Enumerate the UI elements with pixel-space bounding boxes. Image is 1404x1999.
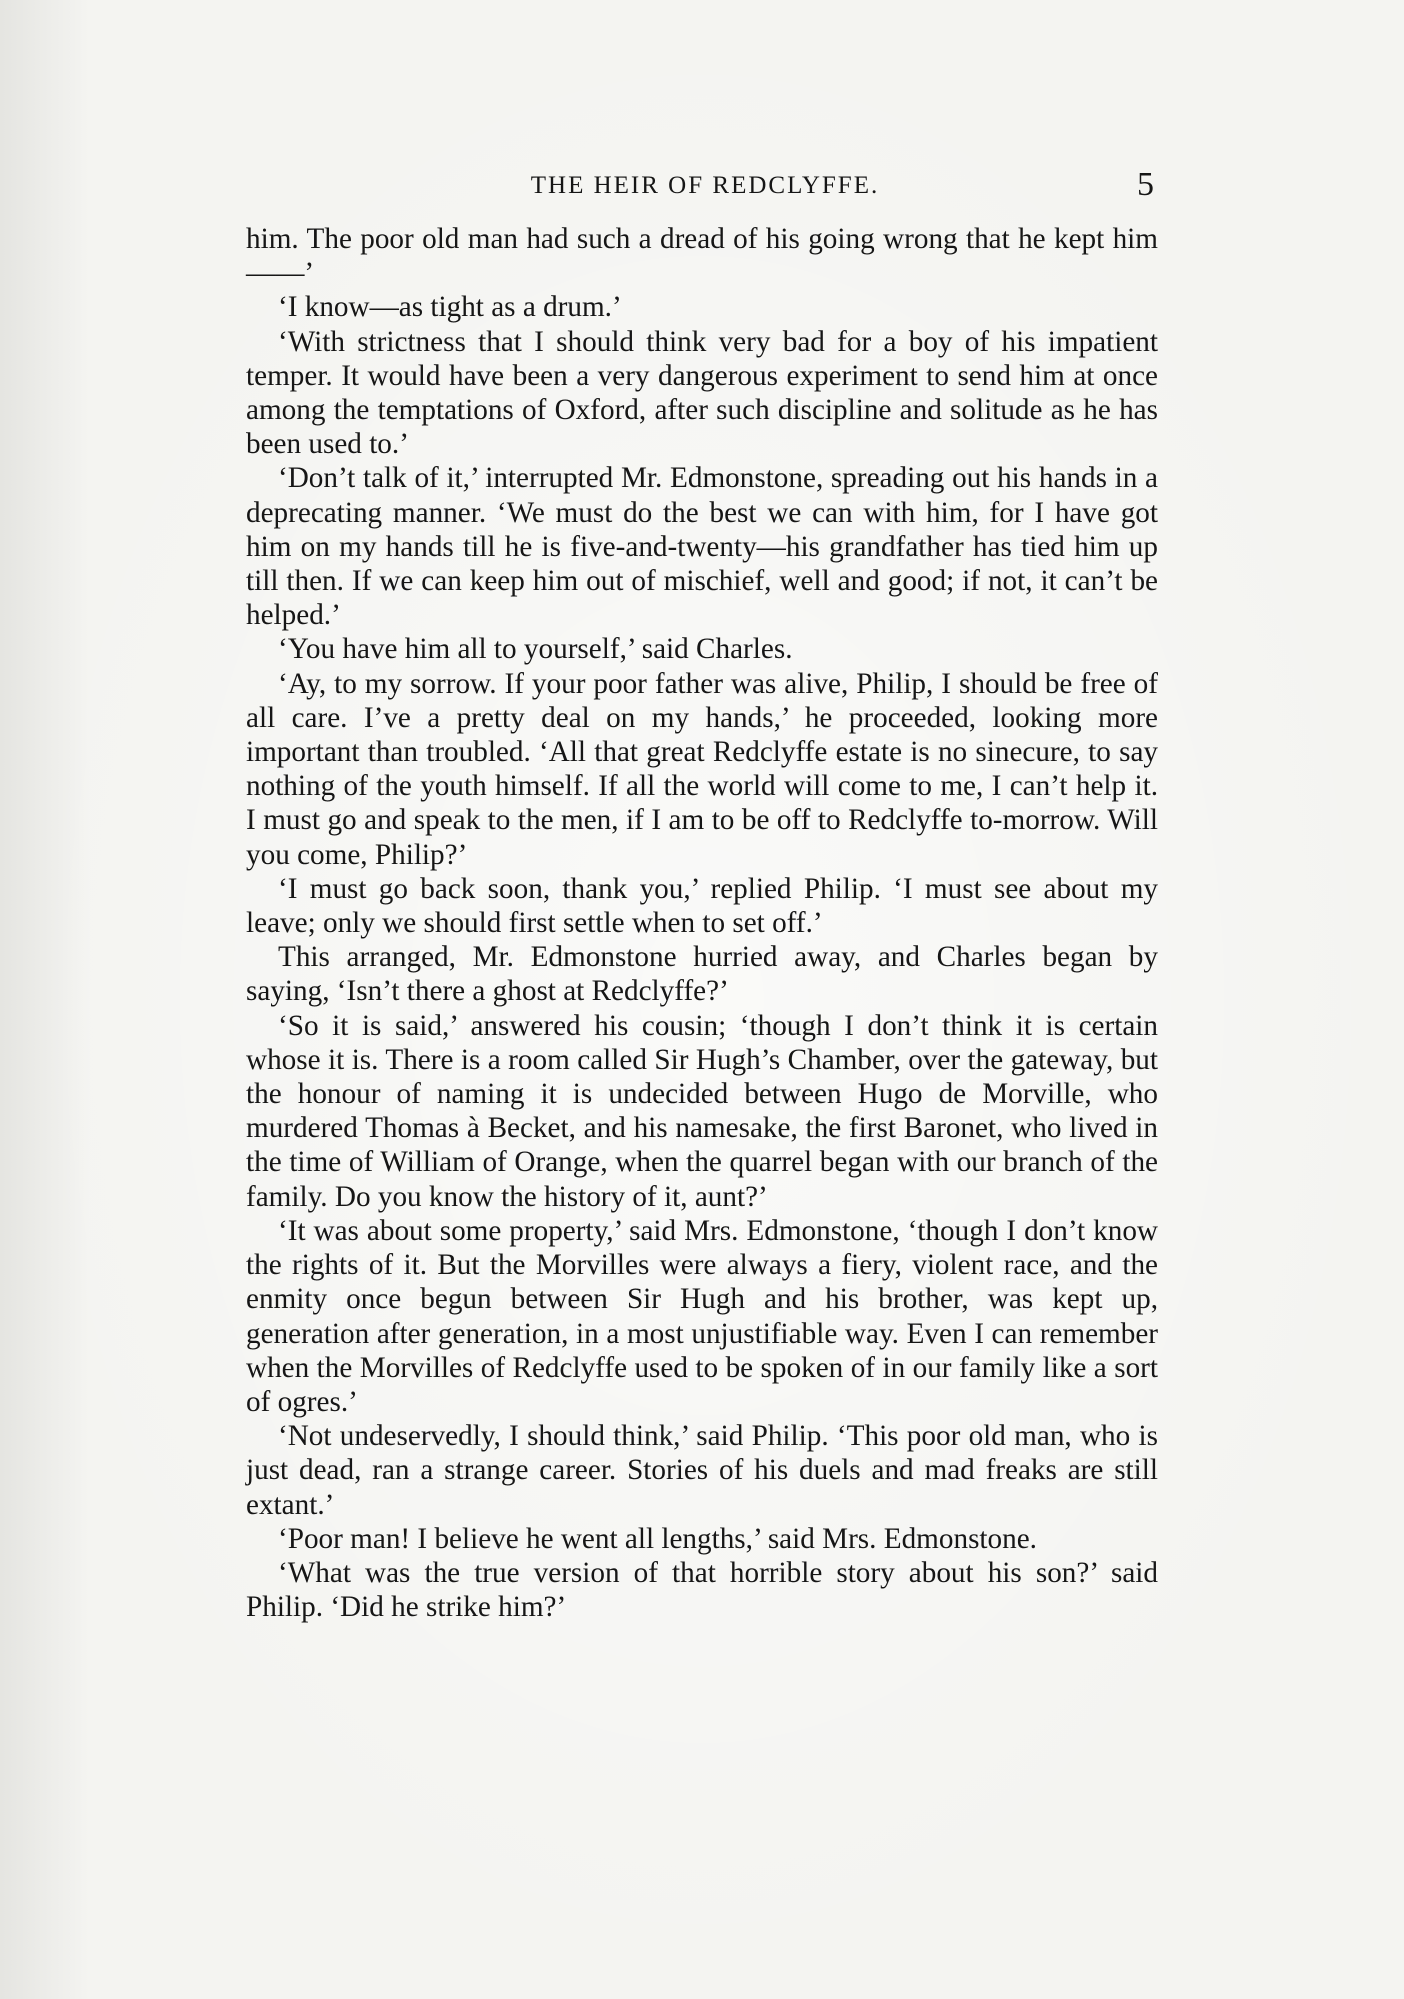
- paragraph: ‘I know—as tight as a drum.’: [278, 291, 622, 324]
- paragraph: This arranged, Mr. Edmonstone hurried away, and Charles began by saying, ‘Isn’t there a ghost at Redclyffe?’: [246, 941, 1158, 1008]
- paragraph: ‘Poor man! I believe he went all lengths,’ said Mrs. Edmonstone.: [278, 1522, 1037, 1555]
- running-head: THE HEIR OF REDCLYFFE.: [530, 172, 880, 199]
- paragraph: ‘It was about some property,’ said Mrs. Edmonstone, ‘though I don’t know the rights of it. But the Morvilles were always a fiery, violent race, and the enmity once begun between Sir Hugh and his brother, was kept up, generation after generation, in a most unjustifiable way. Even I can remember when the Morvilles of Redclyffe used to be spoken of in our family like a sort of ogres.’: [246, 1214, 1158, 1418]
- paragraph: ‘What was the true version of that horrible story about his son?’ said Philip. ‘Did he strike him?’: [246, 1556, 1158, 1624]
- paragraph: ‘Ay, to my sorrow. If your poor father was alive, Philip, I should be free of all care. I’ve a pretty deal on my hands,’ he proceeded, looking more important than troubled. ‘All that great Redclyffe estate is no sinecure, to say nothing of the youth himself. If all the world will come to me, I can’t help it. I must go and speak to the men, if I am to be off to Redclyffe to-morrow. Will you come, Philip?’: [246, 667, 1158, 871]
- paragraph: ‘With strictness that I should think very bad for a boy of his impatient temper. It would have been a very dangerous experiment to send him at once among the temptations of Oxford, after such discipline and solitude as he has been used to.’: [246, 325, 1158, 461]
- paragraph: ‘Not undeservedly, I should think,’ said Philip. ‘This poor old man, who is just dead, ran a strange career. Stories of his duels and mad freaks are still extant.’: [246, 1420, 1158, 1521]
- scan-edge-shadow: [0, 0, 90, 1999]
- paragraph: ‘You have him all to yourself,’ said Charles.: [278, 633, 793, 666]
- paragraph: ‘Don’t talk of it,’ interrupted Mr. Edmonstone, spreading out his hands in a deprecating manner. ‘We must do the best we can with him, for I have got him on my hands till he is five-and-twenty—his grandfather has tied him up till then. If we can keep him out of mischief, well and good; if not, it can’t be helped.’: [246, 462, 1158, 632]
- page-header: [250, 166, 1160, 210]
- body-text: [246, 222, 1158, 1624]
- paragraph: ‘I must go back soon, thank you,’ replied Philip. ‘I must see about my leave; only we should first settle when to set off.’: [246, 872, 1158, 940]
- paragraph: him. The poor old man had such a dread of his going wrong that he kept him——’: [246, 223, 1158, 290]
- paragraph: ‘So it is said,’ answered his cousin; ‘though I don’t think it is certain whose it is. There is a room called Sir Hugh’s Chamber, over the gateway, but the honour of naming it is undecided between Hugo de Morville, who murdered Thomas à Becket, and his namesake, the first Baronet, who lived in the time of William of Orange, when the quarrel began with our branch of the family. Do you know the history of it, aunt?’: [246, 1009, 1158, 1213]
- page-number: 5: [1137, 166, 1154, 203]
